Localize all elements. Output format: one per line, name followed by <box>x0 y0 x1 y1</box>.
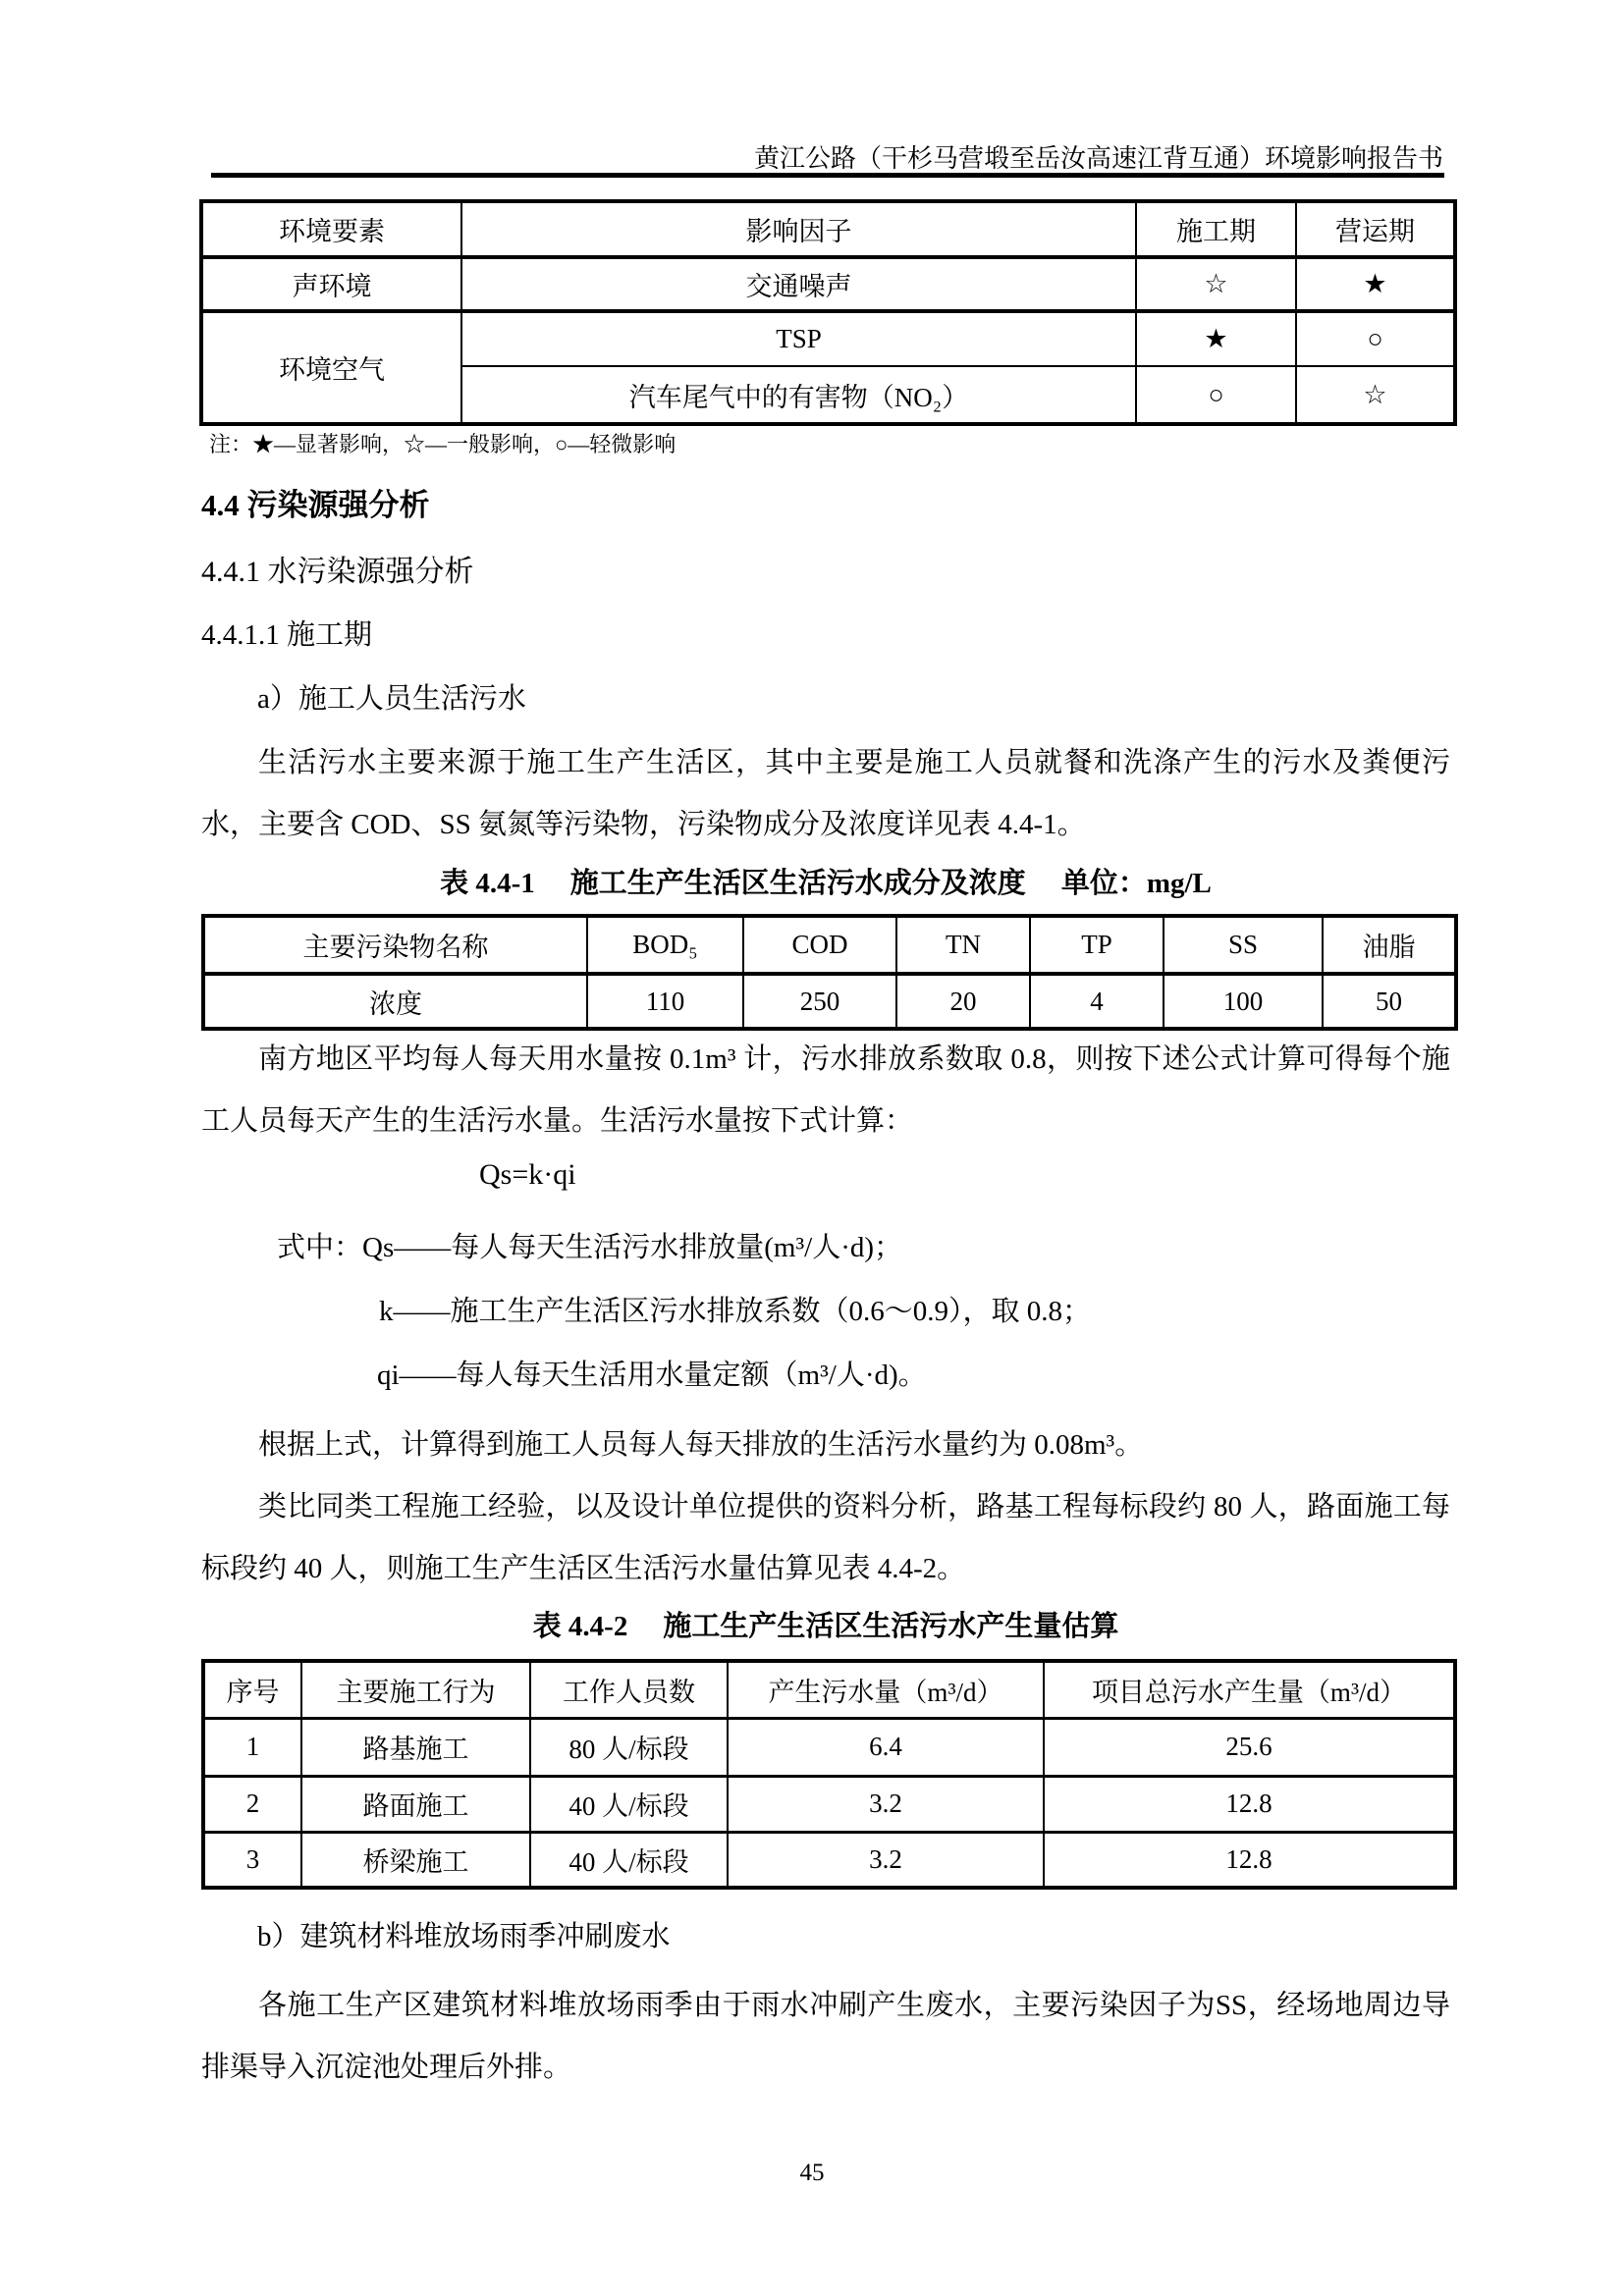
table-title: 施工生产生活区生活污水成分及浓度 <box>569 868 1026 899</box>
formula-term-qi: qi——每人每天生活用水量定额（m³/人·d)。 <box>377 1360 927 1391</box>
header-cell: BOD₅ <box>587 916 743 974</box>
table-header-row <box>203 1661 1455 1718</box>
cell-index: 3 <box>203 1832 301 1888</box>
cell-workers: 80 人/标段 <box>530 1718 728 1776</box>
cell-index: 2 <box>203 1776 301 1832</box>
cell-element: 声环境 <box>201 257 461 311</box>
header-cell: 序号 <box>203 1661 301 1718</box>
paragraph-analogy: 类比同类工程施工经验，以及设计单位提供的资料分析，路基工程每标段约 80 人，路面施工每标段约 40 人，则施工生产生活区生活污水量估算见表 4.4-2。 <box>201 1491 1450 1584</box>
table-4-4-1-caption <box>201 861 1450 901</box>
cell-construction: ★ <box>1136 311 1296 366</box>
header-cell: 产生污水量（m³/d） <box>728 1661 1044 1718</box>
value-cell: 110 <box>587 974 743 1029</box>
cell-operation: ☆ <box>1296 366 1455 424</box>
section-heading-4-4-1: 4.4.1 水污染源强分析 <box>201 556 474 588</box>
table-4-4-2-caption <box>201 1604 1450 1644</box>
cell-construction: ○ <box>1136 366 1296 424</box>
cell-total: 12.8 <box>1044 1832 1455 1888</box>
cell-sewage: 3.2 <box>728 1776 1044 1832</box>
formula-qs: Qs=k·qi <box>479 1158 576 1191</box>
value-cell: 50 <box>1323 974 1456 1029</box>
impact-table-note: 注：★—显著影响，☆—一般影响，○—轻微影响 <box>209 432 677 456</box>
paragraph-result: 根据上式，计算得到施工人员每人每天排放的生活污水量约为 0.08m³。 <box>258 1429 1144 1461</box>
header-cell: COD <box>743 916 896 974</box>
cell-sewage: 6.4 <box>728 1718 1044 1776</box>
cell-construction: ☆ <box>1136 257 1296 311</box>
header-cell: 施工期 <box>1136 201 1296 257</box>
header-cell: 影响因子 <box>461 201 1136 257</box>
cell-total: 25.6 <box>1044 1718 1455 1776</box>
table-unit: 单位：mg/L <box>1060 868 1212 899</box>
table-row <box>203 1776 1455 1832</box>
cell-factor: TSP <box>461 311 1136 366</box>
paragraph-water-usage: 南方地区平均每人每天用水量按 0.1m³ 计，污水排放系数取 0.8，则按下述公式计算可得每个施工人员每天产生的生活污水量。生活污水量按下式计算： <box>201 1043 1450 1137</box>
list-item-a-heading: a）施工人员生活污水 <box>257 683 526 715</box>
cell-index: 1 <box>203 1718 301 1776</box>
cell-activity: 路基施工 <box>301 1718 530 1776</box>
table-label: 表 4.4-2 <box>532 1611 628 1642</box>
value-cell: 250 <box>743 974 896 1029</box>
sewage-estimate-table <box>201 1659 1457 1890</box>
paragraph-material-runoff: 各施工生产区建筑材料堆放场雨季由于雨水冲刷产生废水，主要污染因子为SS，经场地周边导排渠导入沉淀池处理后外排。 <box>201 1990 1450 2083</box>
table-header-row <box>203 916 1456 974</box>
header-cell: 主要施工行为 <box>301 1661 530 1718</box>
header-cell: 工作人员数 <box>530 1661 728 1718</box>
cell-element: 环境空气 <box>201 311 461 424</box>
table-row <box>201 311 1455 366</box>
table-row <box>201 257 1455 311</box>
header-cell: TN <box>896 916 1030 974</box>
cell-operation: ★ <box>1296 257 1455 311</box>
header-cell: SS <box>1164 916 1323 974</box>
row-label-cell: 浓度 <box>203 974 587 1029</box>
cell-workers: 40 人/标段 <box>530 1832 728 1888</box>
header-cell: 营运期 <box>1296 201 1455 257</box>
table-header-row <box>201 201 1455 257</box>
value-cell: 100 <box>1164 974 1323 1029</box>
header-cell: 项目总污水产生量（m³/d） <box>1044 1661 1455 1718</box>
section-heading-4-4-1-1: 4.4.1.1 施工期 <box>201 619 373 651</box>
value-cell: 20 <box>896 974 1030 1029</box>
cell-sewage: 3.2 <box>728 1832 1044 1888</box>
formula-term-qs: 式中：Qs——每人每天生活污水排放量(m³/人·d)； <box>277 1232 903 1263</box>
pollutant-concentration-table <box>201 914 1458 1031</box>
table-row <box>203 1718 1455 1776</box>
header-cell: TP <box>1030 916 1164 974</box>
cell-total: 12.8 <box>1044 1776 1455 1832</box>
table-row <box>203 974 1456 1029</box>
cell-activity: 路面施工 <box>301 1776 530 1832</box>
report-header-title: 黄江公路（干杉马营塅至岳汝高速江背互通）环境影响报告书 <box>753 144 1443 173</box>
list-item-b-heading: b）建筑材料堆放场雨季冲刷废水 <box>257 1921 671 1952</box>
header-rule <box>211 173 1444 178</box>
value-cell: 4 <box>1030 974 1164 1029</box>
formula-term-k: k——施工生产生活区污水排放系数（0.6～0.9），取 0.8； <box>379 1296 1092 1327</box>
cell-factor: 交通噪声 <box>461 257 1136 311</box>
table-title: 施工生产生活区生活污水产生量估算 <box>663 1611 1119 1642</box>
header-cell: 油脂 <box>1323 916 1456 974</box>
cell-activity: 桥梁施工 <box>301 1832 530 1888</box>
table-label: 表 4.4-1 <box>440 868 535 899</box>
section-heading-4-4: 4.4 污染源强分析 <box>201 488 430 522</box>
cell-operation: ○ <box>1296 311 1455 366</box>
impact-factor-table <box>199 199 1457 426</box>
table-row <box>203 1832 1455 1888</box>
paragraph-sewage-source: 生活污水主要来源于施工生产生活区，其中主要是施工人员就餐和洗涤产生的污水及粪便污水，主要含 COD、SS 氨氮等污染物，污染物成分及浓度详见表 4.4-1。 <box>201 747 1450 840</box>
header-cell: 主要污染物名称 <box>203 916 587 974</box>
page-number: 45 <box>799 2160 825 2186</box>
cell-workers: 40 人/标段 <box>530 1776 728 1832</box>
header-cell: 环境要素 <box>201 201 461 257</box>
cell-factor: 汽车尾气中的有害物（NO₂） <box>461 366 1136 424</box>
